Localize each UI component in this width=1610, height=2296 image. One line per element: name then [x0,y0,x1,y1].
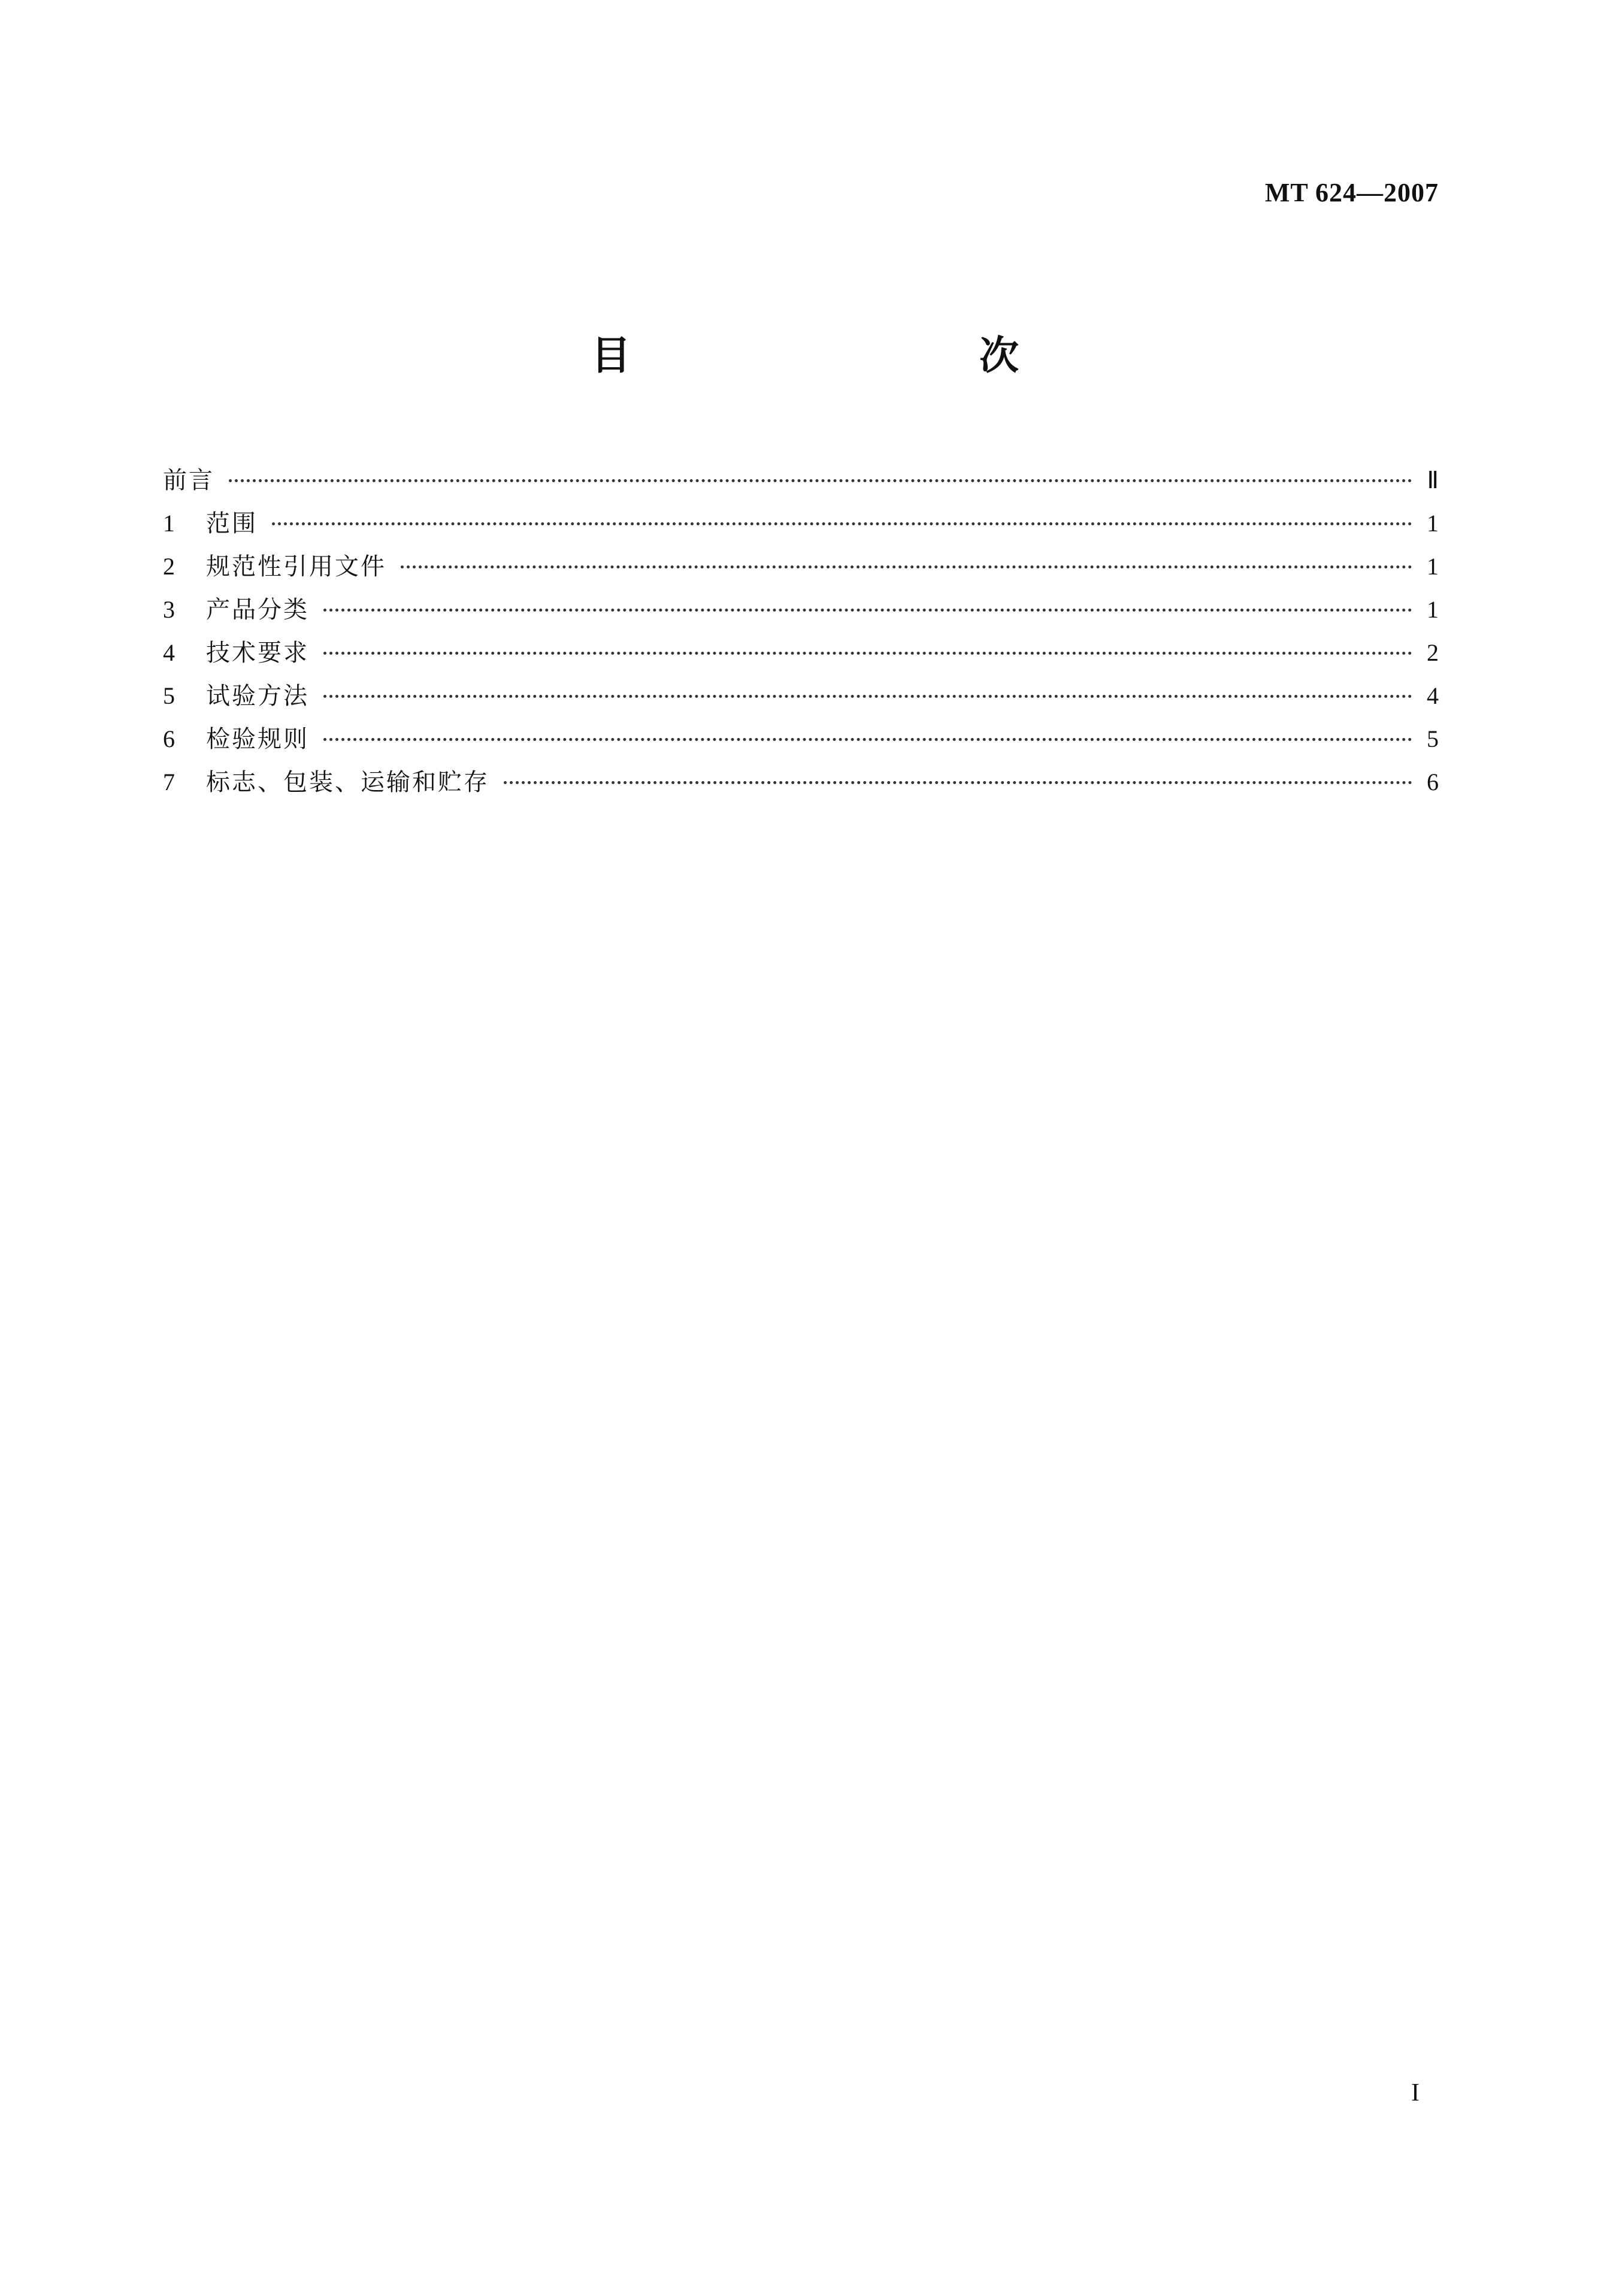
toc-entry-scope[interactable] [163,504,1439,547]
toc-entry-label: 范围 [206,510,258,537]
toc-entry-label: 规范性引用文件 [206,553,386,580]
dot-leader [401,565,1412,568]
dot-leader [323,609,1412,612]
toc-entry-test-methods[interactable] [163,677,1439,720]
dot-leader [272,522,1412,525]
toc-entry-number: 7 [163,769,175,795]
dot-leader [229,479,1412,482]
toc-entry-foreword[interactable] [163,461,1439,504]
toc-entry-page: 6 [1427,769,1439,795]
toc-entry-marking-packaging[interactable] [163,763,1439,806]
toc-entry-inspection-rules[interactable] [163,720,1439,763]
toc-entry-page: 1 [1427,553,1439,580]
toc-entry-number: 5 [163,682,175,709]
page-title: 目 次 [591,332,1109,379]
toc-entry-page: 5 [1427,725,1439,752]
toc-entry-page: 1 [1427,596,1439,623]
toc-entry-number: 1 [163,510,175,537]
toc-entry-number: 3 [163,596,175,623]
toc-entry-technical-requirements[interactable] [163,634,1439,677]
toc-entry-normative-references[interactable] [163,547,1439,591]
toc-entry-label: 标志、包装、运输和贮存 [206,769,489,796]
toc-entry-page: Ⅱ [1427,467,1439,494]
dot-leader [504,781,1412,784]
toc-entry-label: 试验方法 [206,682,309,710]
page-number: I [1411,2079,1420,2107]
standard-code: MT 624—2007 [1264,178,1439,207]
toc-entry-number: 2 [163,553,175,580]
dot-leader [323,738,1412,741]
toc-entry-label: 前言 [163,467,214,494]
toc-entry-number: 4 [163,639,175,666]
toc-entry-label: 产品分类 [206,596,309,624]
toc-entry-page: 2 [1427,639,1439,666]
toc-entry-label: 检验规则 [206,725,309,753]
toc-entry-label: 技术要求 [206,639,309,667]
toc-entry-page: 4 [1427,682,1439,709]
dot-leader [323,652,1412,655]
toc-entry-number: 6 [163,725,175,752]
table-of-contents [163,461,1439,806]
toc-entry-page: 1 [1427,510,1439,537]
dot-leader [323,695,1412,698]
toc-entry-product-classification[interactable] [163,591,1439,634]
